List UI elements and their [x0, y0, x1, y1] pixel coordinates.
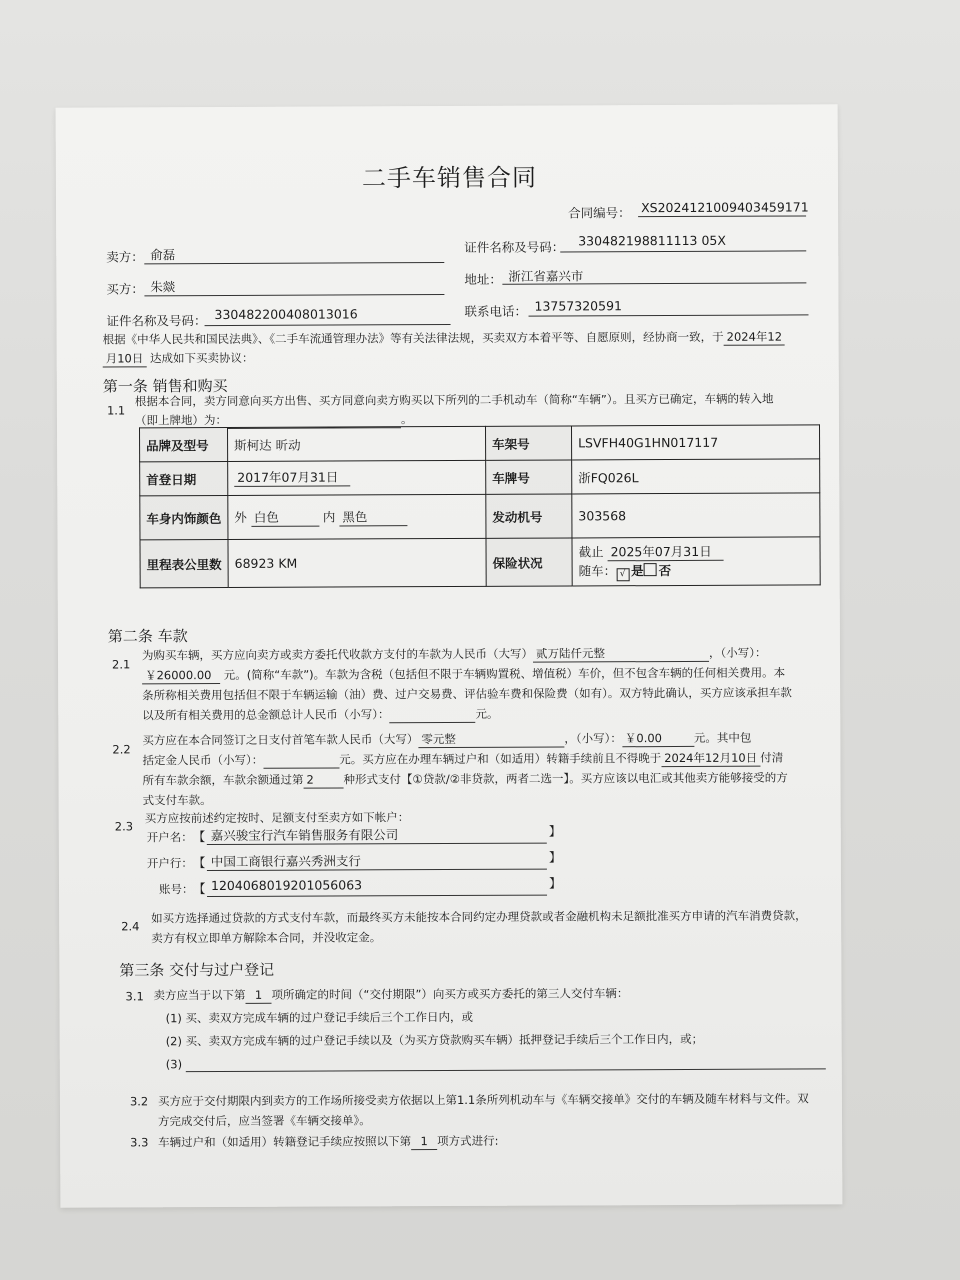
seller-id-label: 证件名称及号码：: [464, 239, 565, 255]
color-cell: 外 白色 内 黑色: [228, 494, 486, 539]
vin-label: 车架号: [485, 426, 571, 460]
clause-3-1-no: 3.1: [125, 989, 144, 1004]
clause-2-1-line-1: 为购买车辆，买方应向卖方或卖方委托代收款方支付的车款为人民币（大写） 贰万陆仟元整 ，（小写）：: [141, 645, 767, 663]
insurance-until: 2025年07月31日: [608, 544, 724, 562]
table-row: [140, 425, 820, 462]
clause-2-3-no: 2.3: [114, 819, 134, 834]
clause-3-1-line-1: 卖方应当于以下第 1 项所确定的时间（“交付期限”）向买方或买方委托的第三人交付车辆：: [153, 986, 629, 1003]
clause-2-4-line-2: 卖方有权立即单方解除本合同，并没收定金。: [151, 930, 382, 946]
account-bank: 中国工商银行嘉兴秀洲支行: [210, 853, 361, 870]
vehicle-table: [139, 424, 821, 588]
address-value: 浙江省嘉兴市: [508, 268, 584, 284]
clause-2-1-no: 2.1: [112, 657, 131, 672]
clause-2-3-line-1: 买方应按前述约定按时、足额支付至卖方如下帐户：: [144, 810, 410, 826]
phone-value: 13757320591: [534, 298, 622, 314]
clause-2-1-line-3: 条所称相关费用包括但不限于车辆运输（油）费、过户交易费、评估验车费和保险费（如有）。双方特此确认，买方应该承担车款: [142, 685, 792, 703]
account-bank-label: 开户行：: [146, 856, 193, 871]
clause-2-1-line-4: 以及所有相关费用的总金额总计人民币（小写）： 元。: [142, 706, 499, 723]
color-label: 车身内饰颜色: [140, 495, 228, 539]
clause-3-1-item-1: (1) 买、卖双方完成车辆的过户登记手续后三个工作日内，或: [165, 1009, 474, 1026]
engine-value: 303568: [572, 493, 820, 538]
buyer-id: 330482200408013016: [214, 306, 358, 323]
total-amount-cn: 贰万陆仟元整: [533, 645, 709, 663]
clause-3-3-no: 3.3: [130, 1135, 149, 1150]
article-2-title: 第二条 车款: [107, 627, 188, 646]
contract-no-label: 合同编号：: [568, 205, 631, 221]
table-row: [140, 537, 820, 588]
account-name-label: 开户名：: [146, 830, 193, 845]
clause-2-2-line-3: 所有车款余额，车款余额通过第 2 种形式支付【①贷款/②非贷款，两者二选一】。买方应该以电汇或其他卖方能够接受的方: [142, 770, 788, 788]
buyer-id-label: 证件名称及号码：: [106, 313, 207, 329]
insurance-cell: 截止 2025年07月31日 随车： √ 是 否: [572, 537, 820, 586]
table-row: [140, 493, 820, 540]
page-title: 二手车销售合同: [361, 163, 537, 193]
buyer-name: 朱燚: [150, 279, 176, 295]
address-label: 地址：: [464, 271, 502, 287]
mileage-label: 里程表公里数: [140, 539, 228, 587]
seller-name: 俞磊: [150, 247, 176, 263]
plate-value: 浙FQ026L: [572, 459, 820, 494]
account-number: 1204068019201056063: [210, 877, 363, 894]
insurance-label: 保险状况: [486, 538, 572, 586]
clause-3-1-item-2: (2) 买、卖双方完成车辆的过户登记手续以及（为买方贷款购买车辆）抵押登记手续后三个工作日内，或；: [165, 1031, 704, 1049]
clause-2-2-line-1: 买方应在本合同签订之日支付首笔车款人民币（大写） 零元整 ，（小写）： ￥0.00 元。其中包: [142, 730, 752, 748]
seller-label: 卖方：: [106, 249, 144, 265]
contract-paper: 二手车销售合同 合同编号： XS2024121009403459171 卖方： 俞磊 证件名称及号码： 330482198811113 05X 买方： 朱燚 地址： 浙江省嘉兴市 证件名称及号码： 330482200408013016 联系电话： 13757320591 根据《中华人民共和国民法典》、《二手车流通管理办法》等有关法律法规，买卖双方本着平等、自愿原则，经协商一致，于 2024年12 月10日 达成如下买卖协议： 第一条 销售和购买 1.1 根据本合同，卖方同意向买方出售、买方同意向卖方购买以下所列的二手机动车（简称“车辆”）。且买方已确定，车辆的转入地 （即上牌地）为： 。 品牌及型号 斯柯达 昕动 车架号 LSVFH40G1HN017117 首登日期 2017年07月31日 车牌号 浙FQ026L 车身内饰颜色 外 白色 内 黑色 发动机号 303568 里程表公里数 68923 KM 保险状况 截止 2025年07月31日 随车： √ 是 否 第二条 车款 2.1 为购买车辆，买方应向卖方或卖方委托代收款方支付的车款为人民币（大写） 贰万陆仟元整 ，（小写）： ￥26000.00 元。(简称“车款”)。车款为含税（包括但不限于车辆购置税、增值税）车价，但不包含车辆的任何相关费用。本 条所称相关费用包括但不限于车辆运输（油）费、过户交易费、评估验车费和保险费（如有）。双方特此确认，买方应该承担车款 以及所有相关费用的总金额总计人民币（小写）： 元。 2.2 买方应在本合同签订之日支付首笔车款人民币（大写） 零元整 ，（小写）： ￥0.00 元。其中包 括定金人民币（小写）： 元。买方应在办理车辆过户和（如适用）转籍手续前且不得晚于 2024年12月10日 付清 所有车款余额，车款余额通过第 2 种形式支付【①贷款/②非贷款，两者二选一】。买方应该以电汇或其他卖方能够接受的方 式支付车款。 2.3 买方应按前述约定按时、足额支付至卖方如下帐户： 开户名： 【 嘉兴骏宝行汽车销售服务有限公司 】 开户行： 【 中国工商银行嘉兴秀洲支行 】 账号： 【 1204068019201056063 】 2.4 如买方选择通过贷款的方式支付车款，而最终买方未能按本合同约定办理贷款或者金融机构未足额批准买方申请的汽车消费贷款， 卖方有权立即单方解除本合同，并没收定金。 第三条 交付与过户登记 3.1 卖方应当于以下第 1 项所确定的时间（“交付期限”）向买方或买方委托的第三人交付车辆： (1) 买、卖双方完成车辆的过户登记手续后三个工作日内，或 (2) 买、卖双方完成车辆的过户登记手续以及（为买方贷款购买车辆）抵押登记手续后三个工作日内，或； (3) 3.2 买方应于交付期限内到卖方的工作场所接受卖方依据以上第1.1条所列机动车与《车辆交接单》交付的车辆及随车材料与文件。双 方完成交付后，应当签署《车辆交接单》。 3.3 车辆过户和（如适用）转籍登记手续应按照以下第 1 项方式进行:: [56, 104, 843, 1207]
brand-value: 斯柯达 昕动: [228, 426, 486, 461]
clause-3-2-line-2: 方完成交付后，应当签署《车辆交接单》。: [157, 1113, 371, 1129]
clause-3-3-line-1: 车辆过户和（如适用）转籍登记手续应按照以下第 1 项方式进行:: [158, 1133, 499, 1150]
clause-3-2-line-1: 买方应于交付期限内到卖方的工作场所接受卖方依据以上第1.1条所列机动车与《车辆交接单》交付的车辆及随车材料与文件。双: [157, 1091, 809, 1109]
engine-label: 发动机号: [486, 494, 572, 538]
color-in: 黑色: [339, 509, 407, 526]
clause-3-2-no: 3.2: [129, 1094, 149, 1109]
reg-date-value: 2017年07月31日: [234, 469, 350, 487]
account-name: 嘉兴骏宝行汽车销售服务有限公司: [210, 827, 399, 844]
clause-3-1-item-3: (3): [165, 1057, 183, 1072]
brand-label: 品牌及型号: [140, 427, 228, 461]
clause-1-1-no: 1.1: [106, 403, 126, 418]
clause-2-4-no: 2.4: [121, 919, 140, 934]
mileage-value: 68923 KM: [228, 538, 486, 587]
table-row: [140, 459, 820, 496]
article-3-title: 第三条 交付与过户登记: [119, 960, 275, 980]
payment-way: 2: [304, 771, 344, 788]
seller-id: 330482198811113 05X: [578, 232, 726, 249]
contract-no: XS2024121009403459171: [638, 199, 806, 217]
first-payment-cn: 零元整: [418, 730, 564, 748]
clause-1-1-line-1: 根据本合同，卖方同意向买方出售、买方同意向卖方购买以下所列的二手机动车（简称“车辆”）。且买方已确定，车辆的转入地: [134, 391, 774, 409]
vin-value: LSVFH40G1HN017117: [571, 425, 819, 460]
total-amount: ￥26000.00: [142, 667, 220, 684]
reg-date-label: 首登日期: [140, 461, 228, 495]
clause-1-1-line-2: （即上牌地）为： 。: [134, 412, 413, 428]
first-payment: ￥0.00: [622, 730, 694, 747]
reg-date-cell: [228, 460, 486, 495]
phone-label: 联系电话：: [464, 303, 528, 319]
plate-label: 车牌号: [486, 460, 572, 494]
article-1-title: 第一条 销售和购买: [102, 376, 228, 396]
account-no-label: 账号：: [158, 882, 194, 897]
checkbox-empty-icon: [644, 563, 657, 576]
clause-2-2-line-2: 括定金人民币（小写）： 元。买方应在办理车辆过户和（如适用）转籍手续前且不得晚于 2024年12月10日 付清: [142, 750, 784, 768]
clause-2-1-line-2: ￥26000.00 元。(简称“车款”)。车款为含税（包括但不限于车辆购置税、增值税）车价，但不包含车辆的任何相关费用。本: [142, 665, 785, 685]
color-out: 白色: [251, 510, 319, 527]
balance-deadline: 2024年12月10日: [661, 750, 760, 767]
intro-line-1: 根据《中华人民共和国民法典》、《二手车流通管理办法》等有关法律法规，买卖双方本着平等、自愿原则，经协商一致，于 2024年12: [103, 329, 785, 349]
intro-line-2: 月10日 达成如下买卖协议：: [103, 350, 254, 368]
checkbox-checked-icon: √: [616, 568, 629, 581]
clause-2-2-no: 2.2: [112, 742, 131, 757]
clause-2-4-line-1: 如买方选择通过贷款的方式支付车款，而最终买方未能按本合同约定办理贷款或者金融机构未足额批准买方申请的汽车消费贷款，: [151, 908, 807, 926]
clause-2-2-line-4: 式支付车款。: [142, 793, 212, 808]
buyer-label: 买方：: [106, 281, 144, 297]
